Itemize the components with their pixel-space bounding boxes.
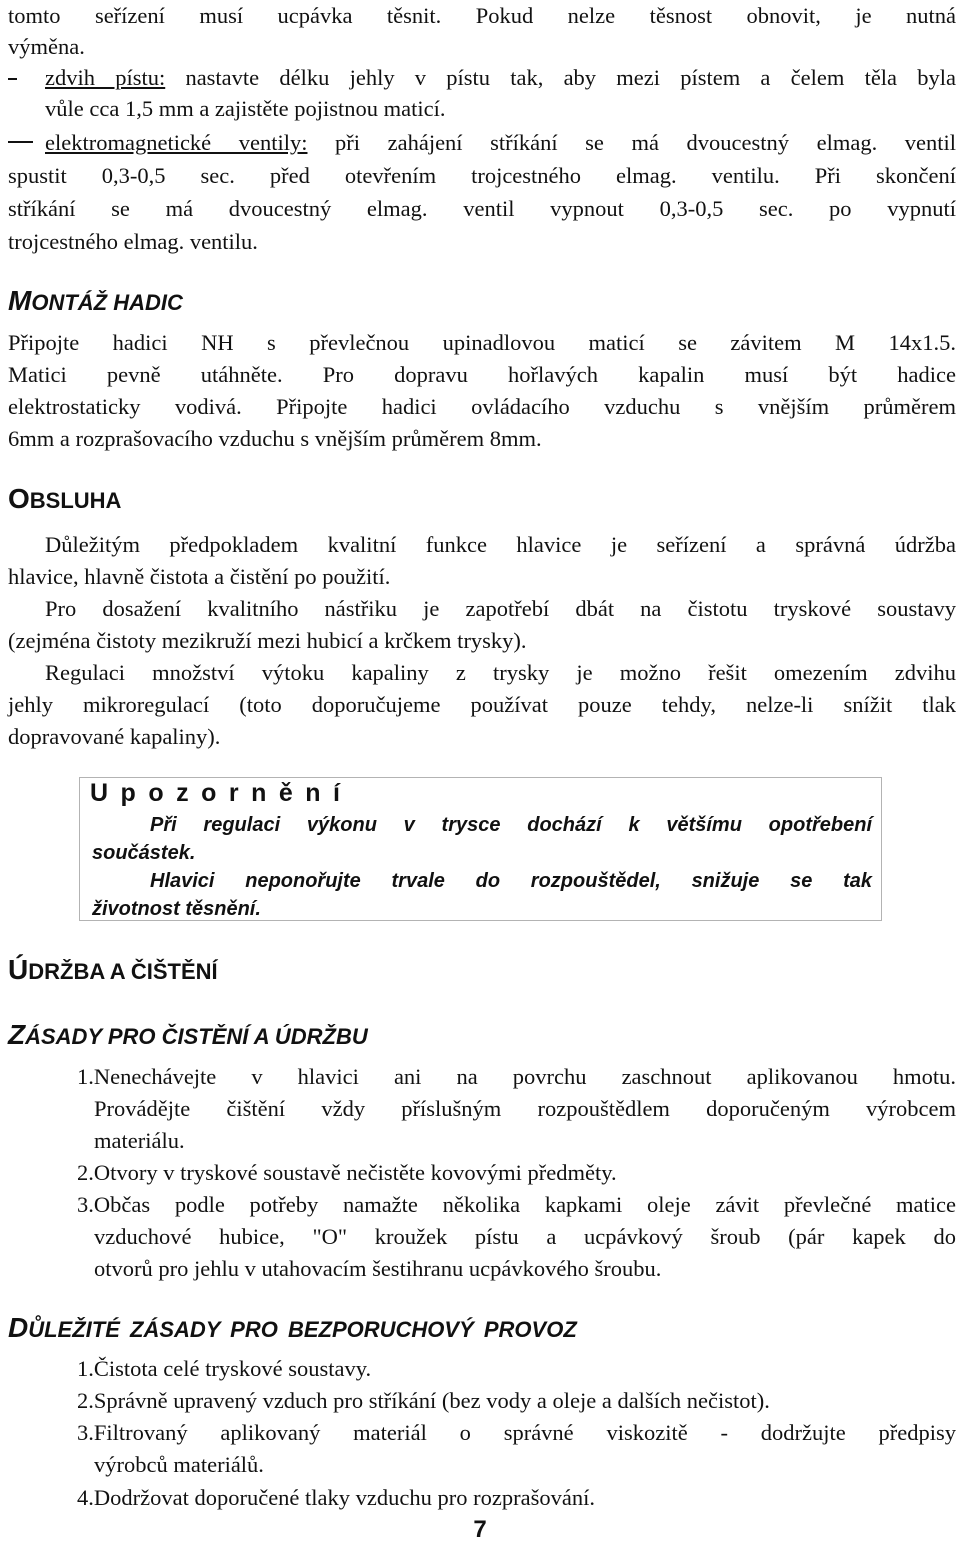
bullet-valves-line: spustit 0,3-0,5 sec. před otevřením trojcestného elmag. ventilu. Při skončení [8,163,956,188]
obsluha-line: Důležitým předpokladem kvalitní funkce hlavice je seřízení a správná údržba [45,532,956,557]
bullet-dash [8,141,33,143]
list-item: 3.Filtrovaný aplikovaný materiál o správné viskozitě - dodržujte předpisy [77,1420,956,1445]
list-item: 2.Správně upravený vzduch pro stříkání (bez vody a oleje a dalších nečistot). [77,1388,770,1413]
intro-line: výměna. [8,34,85,59]
obsluha-line: hlavice, hlavně čistota a čistění po použití. [8,564,391,589]
montaz-line: 6mm a rozprašovacího vzduchu s vnějším průměrem 8mm. [8,426,542,451]
warning-line: životnost těsnění. [92,898,261,920]
section-heading-udrzba: ÚDRŽBA A ČIŠTĚNÍ [8,954,218,985]
section-heading-montaz: MONTÁŽ HADIC [8,285,183,316]
list-item: otvorů pro jehlu v utahovacím šestihranu ucpávkového šroubu. [94,1256,662,1281]
list-item: vzduchové hubice, "O" kroužek pístu a ucpávkový šroub (pár kapek do [94,1224,956,1249]
warning-line: Při regulaci výkonu v trysce dochází k většímu opotřebení [150,814,872,836]
page-number: 7 [473,1516,487,1543]
list-item: Provádějte čištění vždy příslušným rozpouštědlem doporučeným výrobcem [94,1096,956,1121]
bullet-valves-line: trojcestného elmag. ventilu. [8,229,258,254]
list-item: výrobců materiálů. [94,1452,264,1477]
list-item: 3.Občas podle potřeby namažte několika kapkami oleje závit převlečné matice [77,1192,956,1217]
bullet-term: zdvih pístu: [45,65,166,90]
bullet-valves-line [45,127,956,158]
warning-box [79,777,882,921]
obsluha-line: (zejména čistoty mezikruží mezi hubicí a krčkem trysky). [8,628,527,653]
list-item: 2.Otvory v tryskové soustavě nečistěte kovovými předměty. [77,1160,617,1185]
warning-line: součástek. [92,842,196,864]
section-heading-obsluha: OBSLUHA [8,483,122,514]
warning-title: Upozornění [90,779,353,807]
list-item: 1.Nenechávejte v hlavici ani na povrchu zaschnout aplikovanou hmotu. [77,1064,956,1089]
bullet-stroke-line: vůle cca 1,5 mm a zajistěte pojistnou maticí. [45,96,446,121]
obsluha-line: dopravované kapaliny). [8,724,221,749]
obsluha-line: Regulaci množství výtoku kapaliny z trysky je možno řešit omezením zdvihu [45,660,956,685]
bullet-dash [8,78,17,80]
list-item: 1.Čistota celé tryskové soustavy. [77,1356,372,1381]
montaz-line: elektrostaticky vodivá. Připojte hadici ovládacího vzduchu s vnějším průměrem [8,394,956,419]
section-heading-dulezite: DŮLEŽITÉ ZÁSADY PRO BEZPORUCHOVÝ PROVOZ [8,1312,577,1343]
intro-line: tomto seřízení musí ucpávka těsnit. Pokud nelze těsnost obnovit, je nutná [8,3,956,28]
bullet-valves-line: stříkání se má dvoucestný elmag. ventil vypnout 0,3-0,5 sec. po vypnutí [8,196,956,221]
obsluha-line: Pro dosažení kvalitního nástřiku je zapotřebí dbát na čistotu tryskové soustavy [45,596,956,621]
bullet-stroke-line [45,62,956,93]
montaz-line: Připojte hadici NH s převlečnou upinadlovou maticí se závitem M 14x1.5. [8,330,956,355]
section-heading-zasady: ZÁSADY PRO ČISTĚNÍ A ÚDRŽBU [8,1019,368,1050]
obsluha-line: jehly mikroregulací (toto doporučujeme používat pouze tehdy, nelze-li snížit tlak [8,692,956,717]
list-item: materiálu. [94,1128,185,1153]
bullet-term: elektromagnetické ventily: [45,130,308,155]
bullet-text: nastavte délku jehly v pístu tak, aby mezi pístem a čelem těla byla [165,65,956,90]
list-item: 4.Dodržovat doporučené tlaky vzduchu pro rozprašování. [77,1485,595,1510]
montaz-line: Matici pevně utáhněte. Pro dopravu hořlavých kapalin musí být hadice [8,362,956,387]
warning-line: Hlavici neponořujte trvale do rozpouštědel, snižuje se tak [150,870,872,892]
bullet-text: při zahájení stříkání se má dvoucestný elmag. ventil [307,130,956,155]
